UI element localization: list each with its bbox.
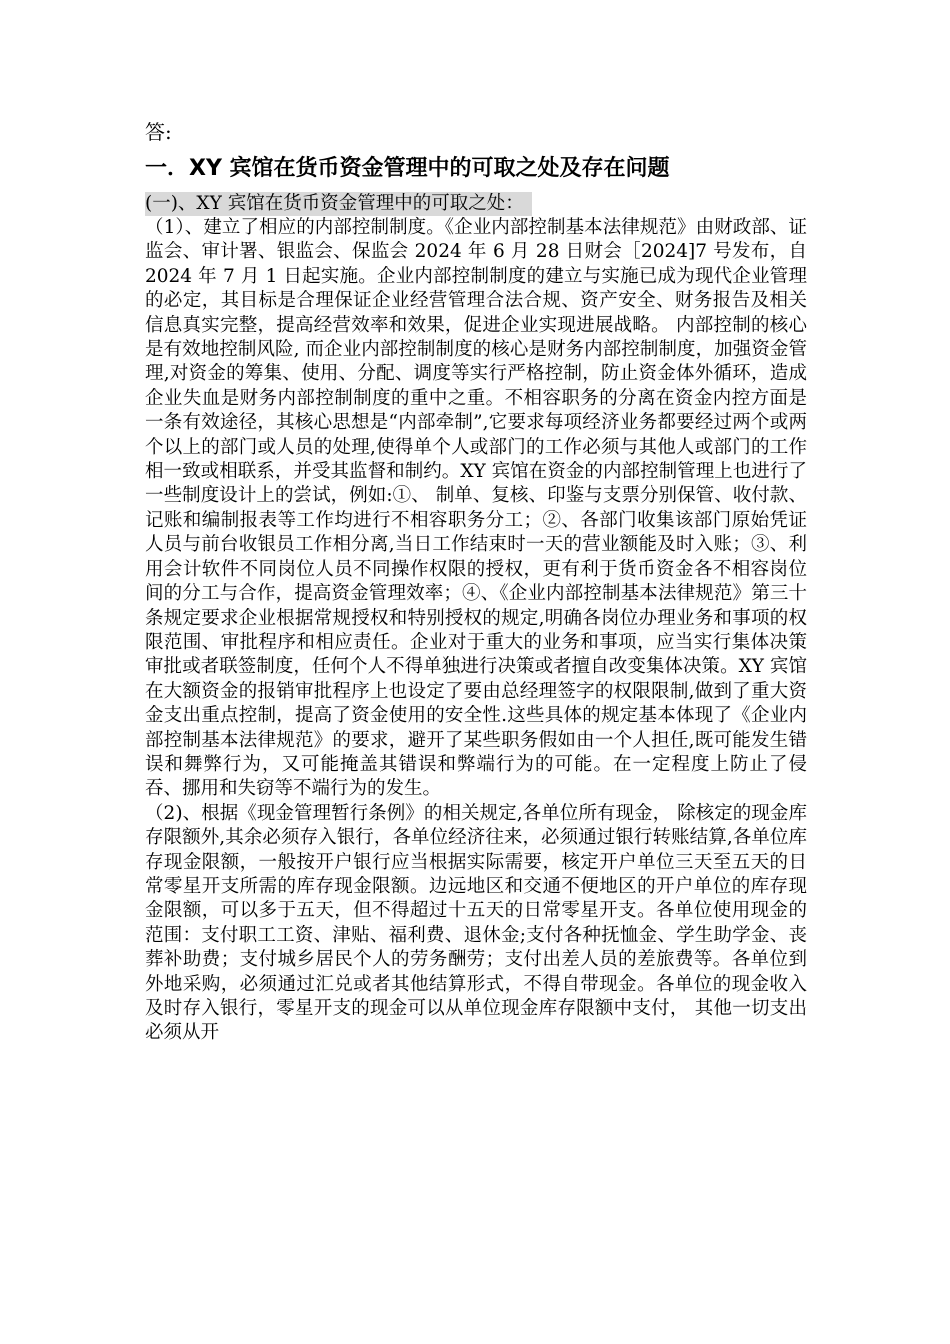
section-heading: 一．XY 宾馆在货币资金管理中的可取之处及存在问题 bbox=[145, 156, 670, 181]
document-page bbox=[145, 118, 807, 1046]
paragraph-1: （1）、建立了相应的内部控制制度。《企业内部控制基本法律规范》由财政部、证监会、审计署、银监会、保监会 2024 年 6 月 28 日财会［2024]7 号发布，自 2024 年 7 月 1 日起实施。企业内部控制制度的建立与实施已成为现代企业管理的必定，其目标是合理保证企业经营管理合法合规、资产安全、财务报告及相关信息真实完整，提高经营效率和效果，促进企业实现进展战略。 内部控制的核心是有效地控制风险, 而企业内部控制制度的核心是财务内部控制制度，加强资金管理,对资金的筹集、使用、分配、调度等实行严格控制，防止资金体外循环，造成企业失血是财务内部控制制度的重中之重。不相容职务的分离在资金内控方面是一条有效途径，其核心思想是“内部牵制”,它要求每项经济业务都要经过两个或两个以上的部门或人员的处理,使得单个人或部门的工作必须与其他人或部门的工作相一致或相联系，并受其监督和制约。XY 宾馆在资金的内部控制管理上也进行了一些制度设计上的尝试，例如:①、 制单、复核、印鉴与支票分别保管、收付款、记账和编制报表等工作均进行不相容职务分工；②、各部门收集该部门原始凭证人员与前台收银员工作相分离,当日工作结束时一天的营业额能及时入账；③、利用会计软件不同岗位人员不同操作权限的授权，更有利于货币资金各不相容岗位间的分工与合作，提高资金管理效率；④、《企业内部控制基本法律规范》第三十条规定要求企业根据常规授权和特别授权的规定,明确各岗位办理业务和事项的权限范围、审批程序和相应责任。企业对于重大的业务和事项，应当实行集体决策审批或者联签制度，任何个人不得单独进行决策或者擅自改变集体决策。XY 宾馆在大额资金的报销审批程序上也设定了要由总经理签字的权限限制,做到了重大资金支出重点控制，提高了资金使用的安全性.这些具体的规定基本体现了《企业内部控制基本法律规范》的要求，避开了某些职务假如由一个人担任,既可能发生错误和舞弊行为，又可能掩盖其错误和弊端行为的可能。在一定程度上防止了侵吞、挪用和失窃等不端行为的发生。 bbox=[145, 217, 807, 800]
paragraph-2: （2)、根据《现金管理暂行条例》的相关规定,各单位所有现金， 除核定的现金库存限额外,其余必须存入银行，各单位经济往来，必须通过银行转账结算,各单位库存现金限额，一般按开户银行应当根据实际需要，核定开户单位三天至五天的日常零星开支所需的库存现金限额。边远地区和交通不便地区的开户单位的库存现金限额，可以多于五天，但不得超过十五天的日常零星开支。各单位使用现金的范围：支付职工工资、津贴、福利费、退休金;支付各种抚恤金、学生助学金、丧葬补助费；支付城乡居民个人的劳务酬劳；支付出差人员的差旅费等。各单位到外地采购，必须通过汇兑或者其他结算形式，不得自带现金。各单位的现金收入及时存入银行，零星开支的现金可以从单位现金库存限额中支付， 其他一切支出必须从开 bbox=[145, 802, 807, 1044]
answer-label: 答: bbox=[145, 120, 172, 144]
subheading-row bbox=[145, 192, 807, 216]
subheading-highlighted: (一)、XY 宾馆在货币资金管理中的可取之处： bbox=[145, 192, 532, 216]
